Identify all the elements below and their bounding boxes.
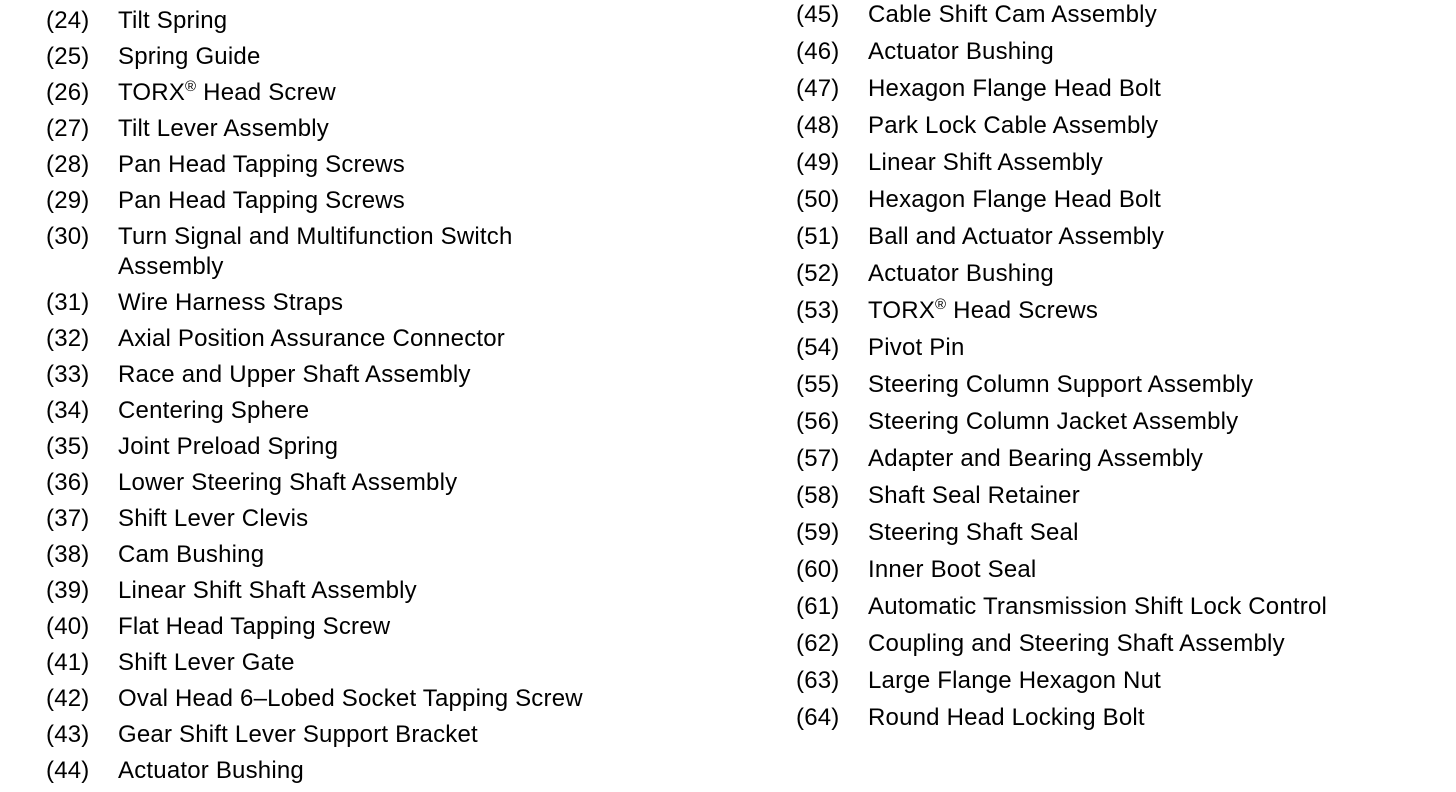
part-label <box>868 0 1157 30</box>
part-label-text: Cam Bushing <box>118 541 265 568</box>
part-list-item <box>796 666 1446 696</box>
part-number: (34) <box>46 397 90 424</box>
part-list-item <box>46 576 746 606</box>
part-number: (29) <box>46 187 90 214</box>
part-label <box>118 288 343 318</box>
part-label <box>868 592 1327 622</box>
part-number: (33) <box>46 361 90 388</box>
part-label <box>118 720 478 750</box>
part-label-text: Axial Position Assurance Connector <box>118 325 506 352</box>
part-label-text: Centering Sphere <box>118 397 310 424</box>
part-list-item <box>46 222 746 282</box>
part-label-text: Gear Shift Lever Support Bracket <box>118 721 478 748</box>
part-label-text: Hexagon Flange Head Bolt <box>868 186 1161 213</box>
part-label-text: Shift Lever Gate <box>118 649 295 676</box>
part-label-text: Tilt Lever Assembly <box>118 115 329 142</box>
part-label-text: Steering Column Jacket Assembly <box>868 408 1239 435</box>
part-list-item <box>796 37 1446 67</box>
part-label <box>868 74 1161 104</box>
part-label <box>118 756 304 786</box>
part-label <box>118 324 505 354</box>
part-list-item <box>796 333 1446 363</box>
part-label-text: Steering Shaft Seal <box>868 519 1079 546</box>
parts-list-right <box>796 0 1446 740</box>
part-label-suffix: Head Screw <box>196 79 336 106</box>
part-number: (54) <box>796 334 840 361</box>
part-label-text: Linear Shift Shaft Assembly <box>118 577 417 604</box>
part-number: (30) <box>46 223 90 250</box>
part-label <box>868 518 1079 548</box>
part-number: (51) <box>796 223 840 250</box>
part-number: (42) <box>46 685 90 712</box>
part-label-text: Tilt Spring <box>118 7 228 34</box>
part-label <box>118 648 295 678</box>
part-list-item <box>46 150 746 180</box>
part-list-item <box>46 504 746 534</box>
part-list-item <box>796 74 1446 104</box>
part-number: (46) <box>796 38 840 65</box>
part-number: (59) <box>796 519 840 546</box>
part-label <box>118 396 309 426</box>
part-label <box>118 42 261 72</box>
part-list-item <box>796 148 1446 178</box>
part-number: (35) <box>46 433 90 460</box>
part-label-text: Race and Upper Shaft Assembly <box>118 361 471 388</box>
part-list-item <box>46 324 746 354</box>
part-list-item <box>46 432 746 462</box>
part-label <box>118 150 405 180</box>
part-number: (38) <box>46 541 90 568</box>
part-label <box>868 148 1103 178</box>
part-list-item <box>796 481 1446 511</box>
part-label <box>868 259 1054 289</box>
part-label <box>118 186 405 216</box>
part-label-suffix: Head Screws <box>946 297 1099 324</box>
part-list-item <box>46 648 746 678</box>
part-label-text: Large Flange Hexagon Nut <box>868 667 1161 694</box>
part-list-item <box>46 756 746 786</box>
part-label-text: Shaft Seal Retainer <box>868 482 1080 509</box>
part-label <box>868 666 1161 696</box>
part-list-item <box>796 592 1446 622</box>
part-list-item <box>46 540 746 570</box>
part-list-item <box>46 720 746 750</box>
part-number: (27) <box>46 115 90 142</box>
part-list-item <box>796 0 1446 30</box>
part-list-item <box>46 78 746 108</box>
part-label <box>868 111 1158 141</box>
part-label <box>868 296 1098 326</box>
part-label-text: Ball and Actuator Assembly <box>868 223 1165 250</box>
part-label-text: Coupling and Steering Shaft Assembly <box>868 630 1285 657</box>
part-number: (47) <box>796 75 840 102</box>
part-list-item <box>796 259 1446 289</box>
part-label <box>118 222 588 282</box>
part-list-item <box>46 684 746 714</box>
part-label-text: Linear Shift Assembly <box>868 149 1103 176</box>
part-number: (43) <box>46 721 90 748</box>
part-label <box>868 481 1080 511</box>
parts-list-left <box>46 6 746 792</box>
part-list-item <box>796 185 1446 215</box>
part-label-text: Pivot Pin <box>868 334 965 361</box>
part-number: (39) <box>46 577 90 604</box>
part-label <box>868 37 1054 67</box>
part-list-item <box>796 370 1446 400</box>
part-number: (50) <box>796 186 840 213</box>
part-number: (56) <box>796 408 840 435</box>
part-list-item <box>46 42 746 72</box>
part-label <box>868 703 1145 733</box>
part-label <box>868 407 1238 437</box>
part-number: (24) <box>46 7 90 34</box>
part-label <box>118 360 471 390</box>
part-label-text: Inner Boot Seal <box>868 556 1037 583</box>
part-number: (57) <box>796 445 840 472</box>
part-label-text: Automatic Transmission Shift Lock Control <box>868 593 1328 620</box>
part-number: (32) <box>46 325 90 352</box>
part-number: (49) <box>796 149 840 176</box>
part-label <box>868 222 1164 252</box>
part-number: (37) <box>46 505 90 532</box>
part-label-text: Shift Lever Clevis <box>118 505 309 532</box>
part-list-item <box>46 186 746 216</box>
part-list-item <box>796 444 1446 474</box>
part-list-item <box>46 6 746 36</box>
part-number: (60) <box>796 556 840 583</box>
part-label-text: Adapter and Bearing Assembly <box>868 445 1204 472</box>
part-label-text: Actuator Bushing <box>868 38 1054 65</box>
part-label-text: TORX <box>118 79 186 106</box>
part-number: (61) <box>796 593 840 620</box>
part-list-item <box>46 612 746 642</box>
part-label-text: Hexagon Flange Head Bolt <box>868 75 1161 102</box>
part-number: (52) <box>796 260 840 287</box>
part-list-item <box>796 296 1446 326</box>
part-label <box>118 504 308 534</box>
part-label-text: Pan Head Tapping Screws <box>118 151 405 178</box>
part-list-item <box>46 288 746 318</box>
registered-mark: ® <box>935 296 947 313</box>
part-label-text: Round Head Locking Bolt <box>868 704 1145 731</box>
part-label-text: Wire Harness Straps <box>118 289 344 316</box>
part-label-text: Pan Head Tapping Screws <box>118 187 405 214</box>
part-number: (44) <box>46 757 90 784</box>
part-label <box>118 576 417 606</box>
part-list-item <box>796 629 1446 659</box>
part-label-text: Flat Head Tapping Screw <box>118 613 391 640</box>
part-number: (63) <box>796 667 840 694</box>
part-number: (28) <box>46 151 90 178</box>
part-list-item <box>46 396 746 426</box>
part-label-text: Steering Column Support Assembly <box>868 371 1254 398</box>
part-list-item <box>796 222 1446 252</box>
part-label-text: Actuator Bushing <box>868 260 1054 287</box>
registered-mark: ® <box>185 78 197 95</box>
part-label <box>118 612 390 642</box>
part-number: (62) <box>796 630 840 657</box>
part-number: (41) <box>46 649 90 676</box>
part-label <box>118 540 264 570</box>
part-number: (31) <box>46 289 90 316</box>
part-number: (26) <box>46 79 90 106</box>
part-number: (64) <box>796 704 840 731</box>
part-label-text: Park Lock Cable Assembly <box>868 112 1159 139</box>
part-list-item <box>46 114 746 144</box>
part-number: (25) <box>46 43 90 70</box>
part-label <box>868 333 965 363</box>
part-number: (40) <box>46 613 90 640</box>
part-number: (58) <box>796 482 840 509</box>
part-label-text: TORX <box>868 297 936 324</box>
part-label-text: Actuator Bushing <box>118 757 304 784</box>
part-label <box>118 6 227 36</box>
part-label-text: Oval Head 6–Lobed Socket Tapping Screw <box>118 685 583 712</box>
part-number: (53) <box>796 297 840 324</box>
part-label <box>868 185 1161 215</box>
part-list-item <box>46 360 746 390</box>
part-number: (36) <box>46 469 90 496</box>
part-label-text: Cable Shift Cam Assembly <box>868 1 1157 28</box>
part-list-item <box>796 407 1446 437</box>
part-label <box>118 468 457 498</box>
part-label <box>868 370 1253 400</box>
part-label <box>868 629 1285 659</box>
part-label <box>118 432 338 462</box>
part-label <box>118 114 329 144</box>
part-label <box>118 684 583 714</box>
part-list-item <box>796 703 1446 733</box>
part-list-item <box>796 518 1446 548</box>
part-number: (48) <box>796 112 840 139</box>
part-label-text: Lower Steering Shaft Assembly <box>118 469 458 496</box>
part-label <box>118 78 336 108</box>
part-list-item <box>46 468 746 498</box>
part-label-text: Joint Preload Spring <box>118 433 339 460</box>
part-list-item <box>796 555 1446 585</box>
part-label-text: Turn Signal and Multifunction Switch Assembly <box>118 223 513 280</box>
part-label <box>868 444 1203 474</box>
part-number: (45) <box>796 1 840 28</box>
part-label-text: Spring Guide <box>118 43 261 70</box>
part-number: (55) <box>796 371 840 398</box>
part-label <box>868 555 1036 585</box>
part-list-item <box>796 111 1446 141</box>
